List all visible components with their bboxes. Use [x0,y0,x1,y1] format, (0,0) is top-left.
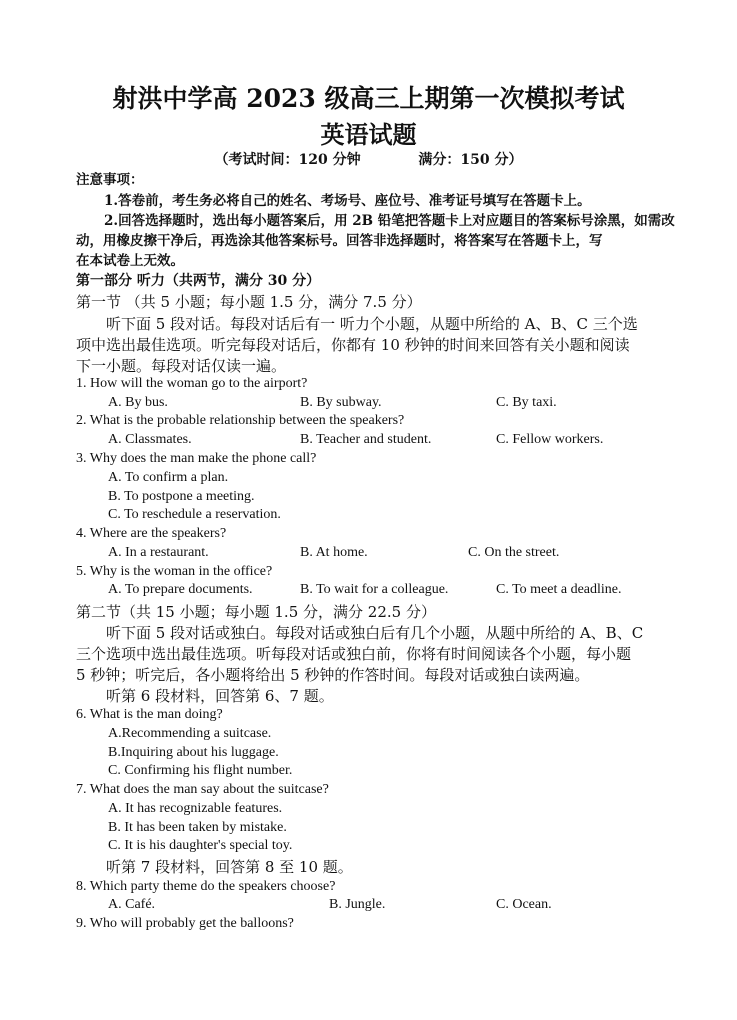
section2-intro-line-1: 听下面 5 段对话或独白。每段对话或独白后有几个小题，从题中所给的 A、B、C [106,624,644,642]
question-7: 7. What does the man say about the suitcase? [76,782,329,797]
q8-option-b: B. Jungle. [329,897,386,912]
section1-intro-line-2: 项中选出最佳选项。听完每段对话后，你都有 10 秒钟的时间来回答有关小题和阅读 [76,336,630,354]
question-4: 4. Where are the speakers? [76,526,227,541]
notice-heading: 注意事项： [76,172,144,188]
question-9: 9. Who will probably get the balloons? [76,916,294,931]
part1-heading: 第一部分 听力（共两节，满分 30 分） [76,273,321,289]
q7-option-c: C. It is his daughter's special toy. [108,838,293,853]
exam-title: 射洪中学高 2023 级高三上期第一次模拟考试 [112,84,625,113]
q6-option-a: A.Recommending a suitcase. [108,726,272,741]
exam-info [0,149,737,169]
exam-score: 满分：150 分） [418,152,523,168]
q2-option-c: C. Fellow workers. [496,432,604,447]
section2-intro-line-3: 5 秒钟；听完后，各小题将给出 5 秒钟的作答时间。每段对话或独白读两遍。 [76,666,590,684]
section1-intro-line-3: 下一小题。每段对话仅读一遍。 [76,357,287,375]
q8-option-a: A. Café. [108,897,156,912]
section2-intro-line-2: 三个选项中选出最佳选项。听每段对话或独白前，你将有时间阅读各个小题，每小题 [76,645,632,663]
q7-option-b: B. It has been taken by mistake. [108,820,287,835]
q2-option-a: A. Classmates. [108,432,192,447]
q3-option-b: B. To postpone a meeting. [108,489,255,504]
section1-intro-line-1: 听下面 5 段对话。每段对话后有一 听力个小题，从题中所给的 A、B、C 三个选 [106,315,638,333]
q2-option-b: B. Teacher and student. [300,432,432,447]
notice-item-1: 1.答卷前，考生务必将自己的姓名、考场号、座位号、准考证号填写在答题卡上。 [104,193,591,209]
q4-option-b: B. At home. [300,545,368,560]
q1-option-b: B. By subway. [300,395,382,410]
question-8: 8. Which party theme do the speakers choose? [76,879,336,894]
exam-subtitle: 英语试题 [320,120,417,149]
material-7-instruction: 听第 7 段材料，回答第 8 至 10 题。 [106,858,353,876]
q1-option-a: A. By bus. [108,395,168,410]
q1-option-c: C. By taxi. [496,395,557,410]
q7-option-a: A. It has recognizable features. [108,801,283,816]
question-2: 2. What is the probable relationship between the speakers? [76,413,405,428]
q5-option-c: C. To meet a deadline. [496,582,622,597]
notice-item-2-line-2: 动，用橡皮擦干净后，再选涂其他答案标号。回答非选择题时，将答案写在答题卡上，写 [76,233,603,249]
q6-option-c: C. Confirming his flight number. [108,763,293,778]
q6-option-b: B.Inquiring about his luggage. [108,745,279,760]
q3-option-c: C. To reschedule a reservation. [108,507,281,522]
q4-option-a: A. In a restaurant. [108,545,209,560]
exam-time: （考试时间：120 分钟 [214,152,361,168]
question-6: 6. What is the man doing? [76,707,223,722]
q5-option-a: A. To prepare documents. [108,582,253,597]
question-3: 3. Why does the man make the phone call? [76,451,317,466]
material-6-instruction: 听第 6 段材料，回答第 6、7 题。 [106,687,334,705]
question-1: 1. How will the woman go to the airport? [76,376,308,391]
q4-option-c: C. On the street. [468,545,560,560]
section2-heading: 第二节（共 15 小题；每小题 1.5 分，满分 22.5 分） [76,603,436,621]
section1-heading: 第一节 （共 5 小题；每小题 1.5 分，满分 7.5 分） [76,293,422,311]
question-5: 5. Why is the woman in the office? [76,564,273,579]
q8-option-c: C. Ocean. [496,897,552,912]
notice-item-2-line-1: 2.回答选择题时，选出每小题答案后，用 2B 铅笔把答题卡上对应题目的答案标号涂黑，如需改 [104,213,675,229]
q5-option-b: B. To wait for a colleague. [300,582,449,597]
q3-option-a: A. To confirm a plan. [108,470,229,485]
notice-item-2-line-3: 在本试卷上无效。 [76,253,184,269]
